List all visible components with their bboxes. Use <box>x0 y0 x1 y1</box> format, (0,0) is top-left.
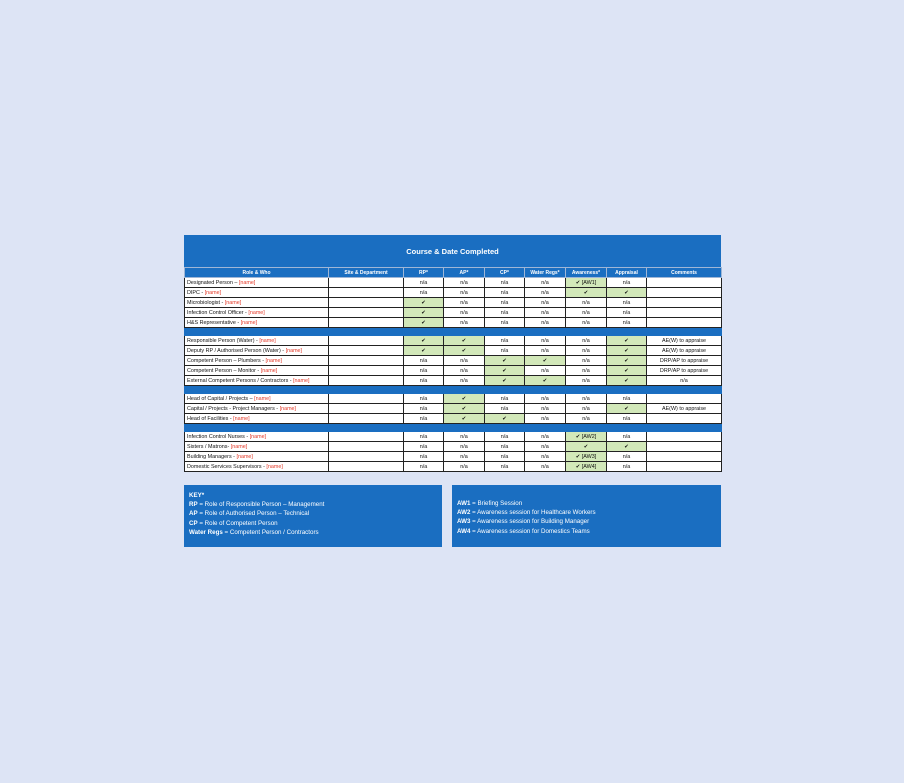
table-row <box>185 298 722 308</box>
comments-cell <box>647 308 722 318</box>
rp-cell: ✔ <box>404 308 444 318</box>
rp-cell: n/a <box>404 366 444 376</box>
comments-cell <box>647 442 722 452</box>
key-heading: KEY* <box>189 492 205 499</box>
site-department-cell <box>329 346 404 356</box>
name-placeholder: [name] <box>293 377 310 384</box>
role-label: H&S Representative - <box>187 319 241 326</box>
key-item <box>189 501 437 510</box>
awareness-cell: n/a <box>566 356 607 366</box>
appraisal-cell: n/a <box>607 432 647 442</box>
key-abbreviation: AW4 <box>457 527 471 535</box>
water-regs-cell: n/a <box>525 288 566 298</box>
cp-cell: ✔ <box>485 414 525 424</box>
site-department-cell <box>329 278 404 288</box>
cp-cell: ✔ <box>485 376 525 386</box>
cp-cell: n/a <box>485 278 525 288</box>
column-header: Comments <box>647 268 722 278</box>
table-row <box>185 346 722 356</box>
table-row <box>185 462 722 472</box>
name-placeholder: [name] <box>238 279 256 286</box>
column-header: AP* <box>444 268 485 278</box>
table-row <box>185 452 722 462</box>
site-department-cell <box>329 442 404 452</box>
name-placeholder: [name] <box>248 309 265 316</box>
ap-cell: ✔ <box>444 404 485 414</box>
comments-cell: AE(W) to appraise <box>647 346 722 356</box>
role-cell <box>185 404 329 414</box>
rp-cell: ✔ <box>404 318 444 328</box>
column-header: RP* <box>404 268 444 278</box>
table-row <box>185 308 722 318</box>
role-label: Domestic Services Supervisors - <box>187 463 267 470</box>
column-header: Awareness* <box>566 268 607 278</box>
ap-cell: n/a <box>444 298 485 308</box>
water-regs-cell: n/a <box>525 462 566 472</box>
key-description: = Awareness session for Healthcare Workers <box>470 509 596 517</box>
ap-cell: n/a <box>444 356 485 366</box>
role-label: Designated Person – <box>187 279 239 286</box>
awareness-cell: ✔ [AW3] <box>566 452 607 462</box>
cp-cell: n/a <box>485 404 525 414</box>
ap-cell: ✔ <box>444 336 485 346</box>
role-cell <box>185 462 329 472</box>
cp-cell: n/a <box>485 346 525 356</box>
name-placeholder: [name] <box>240 319 258 326</box>
awareness-cell: n/a <box>566 414 607 424</box>
water-regs-cell: n/a <box>525 308 566 318</box>
ap-cell: n/a <box>444 278 485 288</box>
appraisal-cell: ✔ <box>607 442 647 452</box>
role-cell <box>185 336 329 346</box>
ap-cell: n/a <box>444 452 485 462</box>
name-placeholder: [name] <box>266 463 283 470</box>
water-regs-cell: n/a <box>525 394 566 404</box>
table-row <box>185 336 722 346</box>
appraisal-cell: n/a <box>607 298 647 308</box>
matrix-table <box>184 267 722 472</box>
ap-cell: n/a <box>444 376 485 386</box>
table-title: Course & Date Completed <box>184 235 721 267</box>
water-regs-cell: n/a <box>525 414 566 424</box>
name-placeholder: [name] <box>259 337 276 344</box>
group-separator <box>185 424 722 432</box>
site-department-cell <box>329 336 404 346</box>
rp-cell: ✔ <box>404 346 444 356</box>
comments-cell <box>647 462 722 472</box>
training-matrix <box>184 235 721 472</box>
table-row <box>185 278 722 288</box>
name-placeholder: [name] <box>233 415 250 422</box>
key-item <box>457 500 716 509</box>
key-abbreviation: RP <box>189 501 198 509</box>
cp-cell: n/a <box>485 298 525 308</box>
role-cell <box>185 278 329 288</box>
name-placeholder: [name] <box>285 347 303 354</box>
role-cell <box>185 452 329 462</box>
ap-cell: n/a <box>444 432 485 442</box>
key-abbreviation: AW3 <box>457 518 471 526</box>
table-row <box>185 318 722 328</box>
name-placeholder: [name] <box>265 357 282 364</box>
group-separator <box>185 386 722 394</box>
column-header: CP* <box>485 268 525 278</box>
matrix-body <box>185 278 722 472</box>
role-label: Responsible Person (Water) - <box>187 337 260 344</box>
appraisal-cell: ✔ <box>607 336 647 346</box>
awareness-cell: n/a <box>566 366 607 376</box>
ap-cell: n/a <box>444 318 485 328</box>
water-regs-cell: n/a <box>525 404 566 414</box>
water-regs-cell: ✔ <box>525 376 566 386</box>
role-cell <box>185 394 329 404</box>
site-department-cell <box>329 298 404 308</box>
water-regs-cell: n/a <box>525 366 566 376</box>
role-cell <box>185 414 329 424</box>
table-row <box>185 414 722 424</box>
water-regs-cell: n/a <box>525 336 566 346</box>
appraisal-cell: n/a <box>607 462 647 472</box>
awareness-cell: ✔ <box>566 288 607 298</box>
awareness-cell: n/a <box>566 298 607 308</box>
comments-cell <box>647 278 722 288</box>
name-placeholder: [name] <box>279 405 297 412</box>
key-abbreviation: AW2 <box>457 509 471 517</box>
comments-cell: DRP/AP to appraise <box>647 366 722 376</box>
site-department-cell <box>329 308 404 318</box>
key-abbreviation: CP <box>189 519 198 527</box>
comments-cell: n/a <box>647 376 722 386</box>
site-department-cell <box>329 462 404 472</box>
role-label: Deputy RP / Authorised Person (Water) - <box>187 347 286 354</box>
comments-cell: DRP/AP to appraise <box>647 356 722 366</box>
table-row <box>185 404 722 414</box>
appraisal-cell: ✔ <box>607 356 647 366</box>
role-cell <box>185 366 329 376</box>
awareness-cell: ✔ [AW1] <box>566 278 607 288</box>
column-header-row <box>185 268 722 278</box>
appraisal-cell: n/a <box>607 278 647 288</box>
cp-cell: n/a <box>485 318 525 328</box>
role-label: Infection Control Nurses - <box>187 433 250 440</box>
cp-cell: n/a <box>485 288 525 298</box>
rp-cell: n/a <box>404 462 444 472</box>
role-cell <box>185 308 329 318</box>
site-department-cell <box>329 288 404 298</box>
ap-cell: ✔ <box>444 394 485 404</box>
awareness-cell: n/a <box>566 336 607 346</box>
role-label: Competent Person – Monitor - <box>187 367 261 374</box>
key-box-awareness <box>452 485 721 547</box>
key-description: = Competent Person / Contractors <box>222 528 319 536</box>
appraisal-cell: ✔ <box>607 376 647 386</box>
key-item <box>189 529 437 538</box>
water-regs-cell: ✔ <box>525 356 566 366</box>
cp-cell: n/a <box>485 462 525 472</box>
table-row <box>185 376 722 386</box>
water-regs-cell: n/a <box>525 318 566 328</box>
table-row <box>185 432 722 442</box>
rp-cell: n/a <box>404 452 444 462</box>
role-label: Capital / Projects - Project Managers - <box>187 405 280 412</box>
cp-cell: n/a <box>485 394 525 404</box>
awareness-cell: n/a <box>566 308 607 318</box>
ap-cell: n/a <box>444 288 485 298</box>
appraisal-cell: ✔ <box>607 346 647 356</box>
name-placeholder: [name] <box>249 433 267 440</box>
comments-cell: AE(W) to appraise <box>647 404 722 414</box>
comments-cell <box>647 452 722 462</box>
role-cell <box>185 318 329 328</box>
role-cell <box>185 442 329 452</box>
cp-cell: ✔ <box>485 366 525 376</box>
appraisal-cell: n/a <box>607 414 647 424</box>
name-placeholder: [name] <box>254 395 271 402</box>
cp-cell: n/a <box>485 442 525 452</box>
site-department-cell <box>329 394 404 404</box>
role-label: DIPC - <box>187 289 205 296</box>
role-cell <box>185 298 329 308</box>
key-description: = Role of Competent Person <box>197 519 278 527</box>
cp-cell: ✔ <box>485 356 525 366</box>
ap-cell: n/a <box>444 442 485 452</box>
appraisal-cell: n/a <box>607 452 647 462</box>
comments-cell <box>647 414 722 424</box>
water-regs-cell: n/a <box>525 346 566 356</box>
water-regs-cell: n/a <box>525 442 566 452</box>
role-label: Head of Capital / Projects – <box>187 395 255 402</box>
rp-cell: n/a <box>404 394 444 404</box>
comments-cell: AE(W) to appraise <box>647 336 722 346</box>
key-item <box>189 510 437 519</box>
table-row <box>185 394 722 404</box>
water-regs-cell: n/a <box>525 432 566 442</box>
comments-cell <box>647 318 722 328</box>
role-cell <box>185 376 329 386</box>
role-label: External Competent Persons / Contractors - <box>187 377 294 384</box>
cp-cell: n/a <box>485 432 525 442</box>
key-description: = Awareness session for Building Manager <box>470 518 590 526</box>
ap-cell: n/a <box>444 366 485 376</box>
key-abbreviation: AP <box>189 510 198 518</box>
water-regs-cell: n/a <box>525 452 566 462</box>
table-row <box>185 442 722 452</box>
water-regs-cell: n/a <box>525 298 566 308</box>
ap-cell: n/a <box>444 462 485 472</box>
comments-cell <box>647 288 722 298</box>
name-placeholder: [name] <box>236 453 253 460</box>
rp-cell: n/a <box>404 432 444 442</box>
rp-cell: n/a <box>404 278 444 288</box>
cp-cell: n/a <box>485 336 525 346</box>
role-label: Competent Person – Plumbers - <box>187 357 266 364</box>
rp-cell: n/a <box>404 404 444 414</box>
comments-cell <box>647 394 722 404</box>
table-row <box>185 366 722 376</box>
appraisal-cell: n/a <box>607 308 647 318</box>
ap-cell: ✔ <box>444 414 485 424</box>
rp-cell: n/a <box>404 442 444 452</box>
table-row <box>185 356 722 366</box>
key-box-roles <box>184 485 442 547</box>
column-header: Water Regs* <box>525 268 566 278</box>
appraisal-cell: n/a <box>607 394 647 404</box>
site-department-cell <box>329 404 404 414</box>
role-cell <box>185 288 329 298</box>
key-description: = Role of Authorised Person – Technical <box>197 510 310 518</box>
key-description: = Role of Responsible Person – Management <box>197 501 325 509</box>
rp-cell: n/a <box>404 288 444 298</box>
key-description: = Briefing Session <box>470 500 523 507</box>
awareness-cell: n/a <box>566 404 607 414</box>
column-header: Site & Department <box>329 268 404 278</box>
awareness-cell: n/a <box>566 376 607 386</box>
awareness-cell: ✔ [AW4] <box>566 462 607 472</box>
site-department-cell <box>329 318 404 328</box>
comments-cell <box>647 298 722 308</box>
name-placeholder: [name] <box>204 289 222 296</box>
key-section <box>184 485 721 547</box>
table-row <box>185 288 722 298</box>
appraisal-cell: ✔ <box>607 288 647 298</box>
role-cell <box>185 346 329 356</box>
key-description: = Awareness session for Domestics Teams <box>470 527 590 535</box>
site-department-cell <box>329 452 404 462</box>
key-abbreviation: Water Regs <box>189 528 223 536</box>
awareness-cell: n/a <box>566 394 607 404</box>
rp-cell: n/a <box>404 376 444 386</box>
water-regs-cell: n/a <box>525 278 566 288</box>
ap-cell: ✔ <box>444 346 485 356</box>
name-placeholder: [name] <box>224 299 242 306</box>
site-department-cell <box>329 366 404 376</box>
role-cell <box>185 356 329 366</box>
site-department-cell <box>329 414 404 424</box>
cp-cell: n/a <box>485 452 525 462</box>
rp-cell: n/a <box>404 414 444 424</box>
name-placeholder: [name] <box>260 367 278 374</box>
ap-cell: n/a <box>444 308 485 318</box>
key-item <box>457 528 716 537</box>
appraisal-cell: ✔ <box>607 404 647 414</box>
key-item <box>457 509 716 518</box>
key-abbreviation: AW1 <box>457 500 471 507</box>
awareness-cell: ✔ <box>566 442 607 452</box>
rp-cell: n/a <box>404 356 444 366</box>
awareness-cell: n/a <box>566 346 607 356</box>
awareness-cell: ✔ [AW2] <box>566 432 607 442</box>
site-department-cell <box>329 432 404 442</box>
awareness-cell: n/a <box>566 318 607 328</box>
site-department-cell <box>329 356 404 366</box>
name-placeholder: [name] <box>230 443 248 450</box>
column-header: Appraisal <box>607 268 647 278</box>
role-label: Sisters / Matrons- <box>187 443 231 450</box>
role-label: Building Managers - <box>187 453 237 460</box>
role-label: Microbiologist - <box>187 299 225 306</box>
role-cell <box>185 432 329 442</box>
role-label: Head of Facilities - <box>187 415 234 422</box>
comments-cell <box>647 432 722 442</box>
role-label: Infection Control Officer - <box>187 309 249 316</box>
rp-cell: ✔ <box>404 298 444 308</box>
group-separator <box>185 328 722 336</box>
key-item <box>457 518 716 527</box>
cp-cell: n/a <box>485 308 525 318</box>
appraisal-cell: ✔ <box>607 366 647 376</box>
appraisal-cell: n/a <box>607 318 647 328</box>
rp-cell: ✔ <box>404 336 444 346</box>
site-department-cell <box>329 376 404 386</box>
key-item <box>189 520 437 529</box>
column-header: Role & Who <box>185 268 329 278</box>
